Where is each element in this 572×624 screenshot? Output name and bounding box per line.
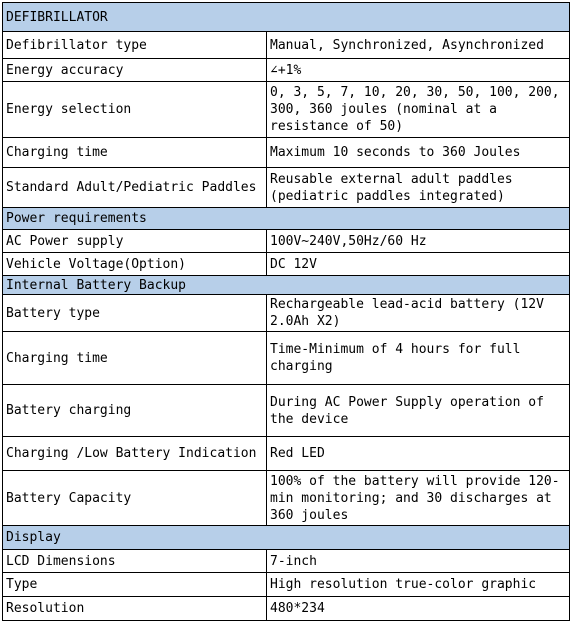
row-label: Battery Capacity (3, 471, 267, 526)
row-value: 100% of the battery will provide 120-min monitoring; and 30 discharges at 360 joules (267, 471, 570, 526)
section-title: Internal Battery Backup (3, 276, 570, 295)
table-row (3, 295, 570, 332)
section-header-defibrillator (3, 3, 570, 32)
row-label: Energy accuracy (3, 59, 267, 82)
table-row (3, 168, 570, 208)
row-value: Rechargeable lead-acid battery (12V 2.0Ah X2) (267, 295, 570, 332)
table-row (3, 385, 570, 437)
row-value: 100V~240V,50Hz/60 Hz (267, 230, 570, 253)
section-title: Display (3, 526, 570, 550)
row-value: 480*234 (267, 597, 570, 621)
table-row (3, 597, 570, 621)
row-value: 7-inch (267, 550, 570, 573)
row-value: 0, 3, 5, 7, 10, 20, 30, 50, 100, 200, 300, 360 joules (nominal at a resistance of 50) (267, 82, 570, 138)
section-title: DEFIBRILLATOR (3, 3, 570, 32)
row-value: Time-Minimum of 4 hours for full charging (267, 332, 570, 385)
row-label: Charging /Low Battery Indication (3, 437, 267, 471)
row-label: Battery charging (3, 385, 267, 437)
table-row (3, 573, 570, 597)
table-row (3, 332, 570, 385)
table-row (3, 59, 570, 82)
row-value: Maximum 10 seconds to 360 Joules (267, 138, 570, 168)
table-row (3, 550, 570, 573)
row-label: Charging time (3, 332, 267, 385)
row-label: Energy selection (3, 82, 267, 138)
table-row (3, 230, 570, 253)
row-label: Charging time (3, 138, 267, 168)
row-label: Battery type (3, 295, 267, 332)
row-label: AC Power supply (3, 230, 267, 253)
table-row (3, 471, 570, 526)
row-label: Vehicle Voltage(Option) (3, 253, 267, 276)
row-label: Defibrillator type (3, 32, 267, 59)
row-label: Standard Adult/Pediatric Paddles (3, 168, 267, 208)
table-row (3, 32, 570, 59)
section-header-internal-battery-backup (3, 276, 570, 295)
row-value: During AC Power Supply operation of the device (267, 385, 570, 437)
table-row (3, 138, 570, 168)
row-value: Reusable external adult paddles (pediatric paddles integrated) (267, 168, 570, 208)
row-value: Red LED (267, 437, 570, 471)
section-title: Power requirements (3, 208, 570, 230)
spec-table (2, 2, 570, 621)
table-row (3, 82, 570, 138)
row-label: Type (3, 573, 267, 597)
section-header-display (3, 526, 570, 550)
table-row (3, 253, 570, 276)
row-value: Manual, Synchronized, Asynchronized (267, 32, 570, 59)
row-label: Resolution (3, 597, 267, 621)
row-label: LCD Dimensions (3, 550, 267, 573)
section-header-power-requirements (3, 208, 570, 230)
row-value: DC 12V (267, 253, 570, 276)
row-value: ∠+1% (267, 59, 570, 82)
table-row (3, 437, 570, 471)
row-value: High resolution true-color graphic (267, 573, 570, 597)
